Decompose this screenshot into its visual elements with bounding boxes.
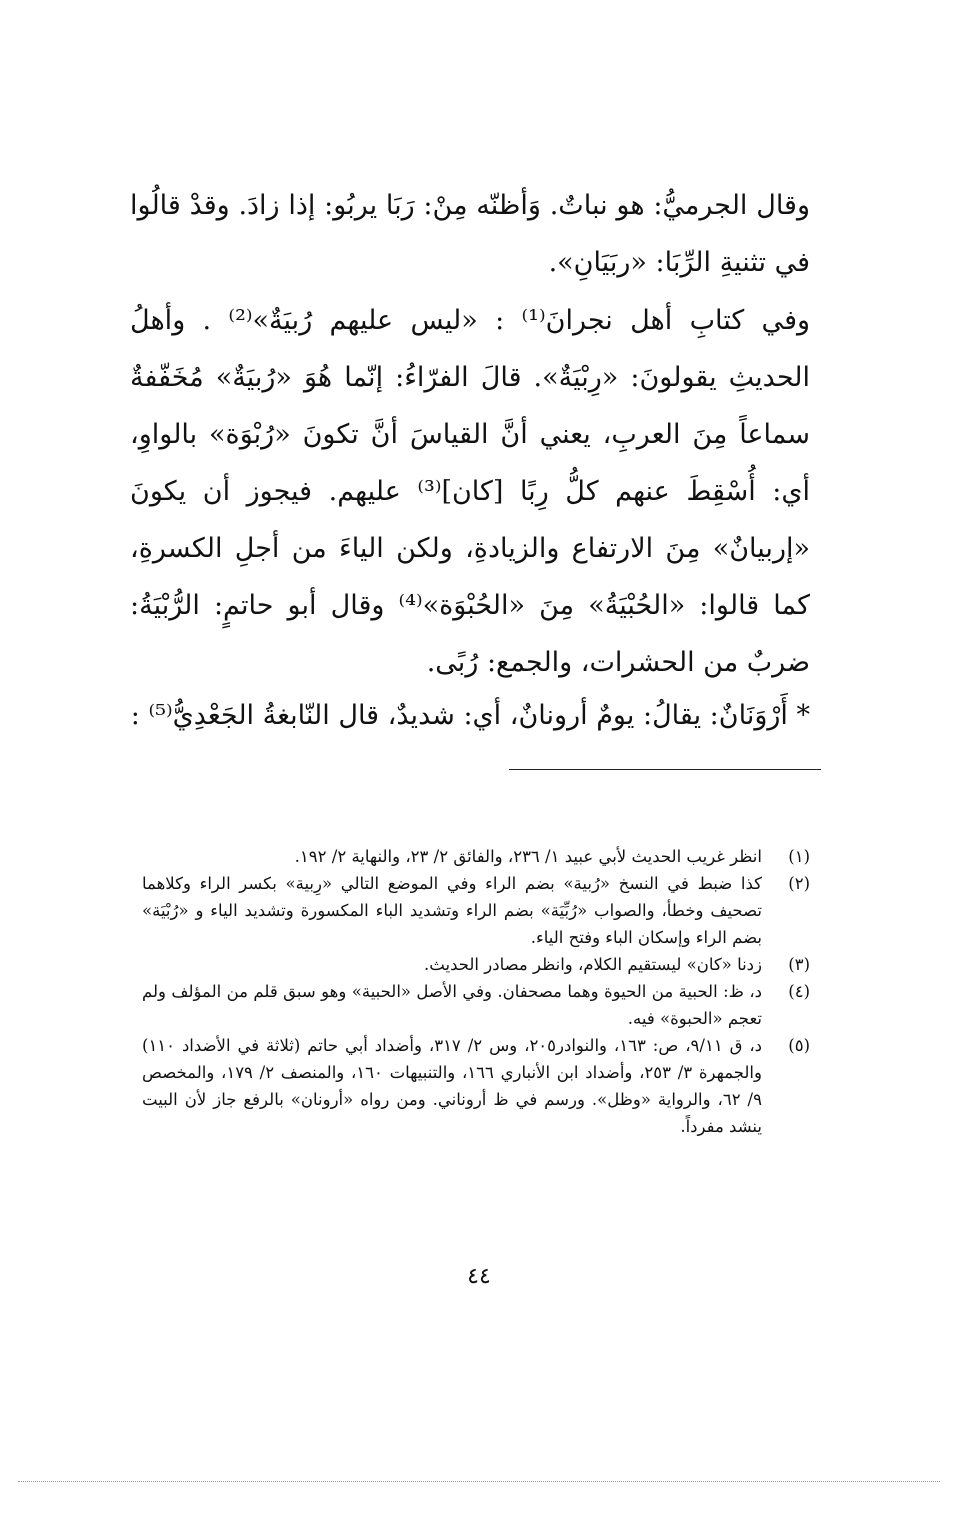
page-number: ٤٤	[467, 1264, 491, 1289]
footnote-number: (٥)	[788, 1036, 810, 1055]
footnote-number: (٤)	[788, 982, 810, 1001]
footnote	[142, 978, 810, 1032]
footnote	[142, 1032, 810, 1140]
footnotes-section	[142, 843, 810, 1140]
footnote-text: كذا ضبط في النسخ «رُبية» بضم الراء وفي الموضع التالي «رِبية» بكسر الراء وكلاهما تصحيف وخطأ، والصواب «رُبِّيَة» بضم الراء وتشديد الباء المكسورة وتشديد الياء و «رُبْيَة» بضم الراء وإسكان الباء وفتح الياء.	[142, 874, 762, 947]
paragraph-rabaa: وقال الجرميُّ: هو نباتٌ. وَأظنّه مِنْ: رَبَا يربُو: إذا زادَ. وقدْ قالُوا في تثنيةِ الرِّبَا: «ربَيَانِ».	[130, 190, 810, 278]
footnote-text: انظر غريب الحديث لأبي عبيد ١/ ٢٣٦، والفائق ٢/ ٢٣، والنهاية ٢/ ١٩٢.	[294, 847, 762, 866]
footnote	[142, 951, 810, 978]
footnote	[142, 870, 810, 951]
footnote	[142, 843, 810, 870]
entry-arwanan: * أَرْوَنَانٌ: يقالُ: يومٌ أرونانٌ، أي: شديدٌ، قال النّابغةُ الجَعْدِيُّ⁽⁵⁾ :	[130, 700, 810, 731]
footnote-number: (٢)	[788, 874, 810, 893]
footnote-number: (٣)	[788, 955, 810, 974]
scan-edge-line	[18, 1481, 940, 1482]
footnote-text: د، ق ٩/١١، ص: ١٦٣، والنوادر٢٠٥، وس ٢/ ٣١٧، وأضداد أبي حاتم (ثلاثة في الأضداد ١١٠) والجمهرة ٣/ ٢٥٣، وأضداد ابن الأنباري ١٦٦، والتنبيهات ١٦٠، والمنصف ٢/ ١٧٩، والمخصص ٩/ ٦٢، والرواية «وظل». ورسم في ظ أروناني. ومن رواه «أرونان» بالرفع جاز لأن البيت ينشد مفرداً.	[142, 1036, 762, 1136]
footnote-text: د، ظ: الحبية من الحيوة وهما مصحفان. وفي الأصل «الحبية» وهو سبق قلم من المؤلف ولم تعجم «الحبوة» فيه.	[142, 982, 762, 1028]
paragraph-rubyah: وفي كتابِ أهل نجرانَ⁽¹⁾ : «ليس عليهم رُبيَةٌ»⁽²⁾ . وأهلُ الحديثِ يقولونَ: «رِبْيَةٌ». قالَ الفرّاءُ: إنّما هُوَ «رُبيَةٌ» مُخَفّفةٌ سماعاً مِنَ العربِ، يعني أنَّ القياسَ أنَّ تكونَ «رُبْوَة» بالواوِ، أي: أُسْقِطَ عنهم كلُّ رِبًا [كان]⁽³⁾ عليهم. فيجوز أن يكونَ «إربيانٌ» مِنَ الارتفاع والزيادةِ، ولكن الياءَ من أجلِ الكسرةِ، كما قالوا: «الحُبْيَةُ» مِنَ «الحُبْوَة»⁽⁴⁾ وقال أبو حاتمٍ: الرُّبْيَةُ: ضربٌ من الحشرات، والجمع: رُبًى.	[130, 305, 811, 678]
footnote-text: زدنا «كان» ليستقيم الكلام، وانظر مصادر الحديث.	[424, 955, 762, 974]
footnote-separator	[509, 769, 821, 770]
footnote-number: (١)	[788, 847, 810, 866]
